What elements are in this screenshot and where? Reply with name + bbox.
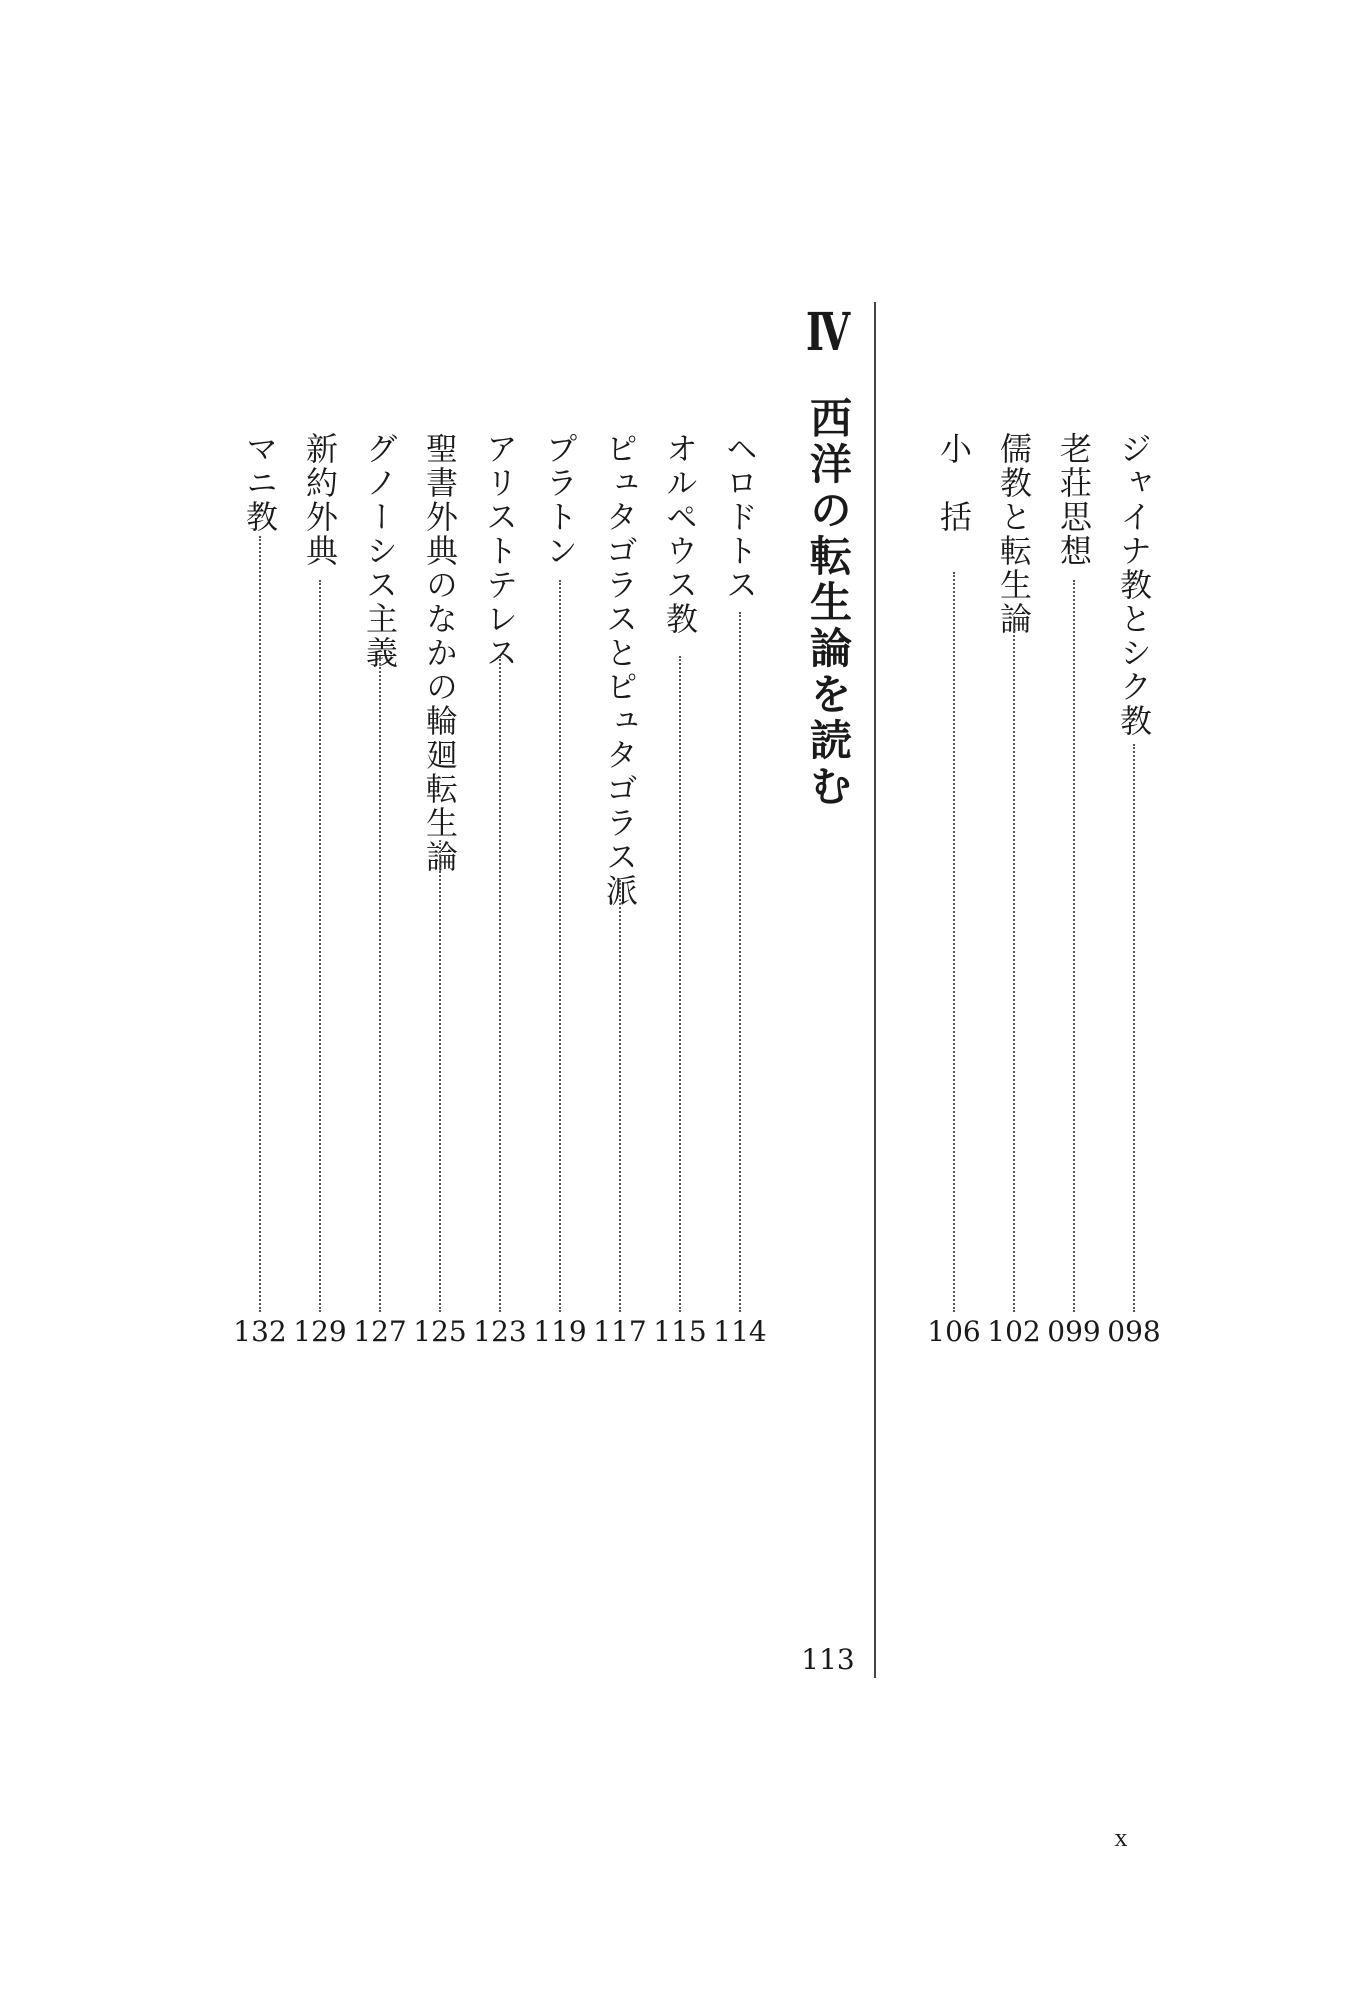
toc-entry-title: プラトン [541, 432, 579, 568]
toc-entry-title: 聖書外典のなかの輪廻転生論 [421, 432, 459, 874]
toc-entry [413, 432, 467, 1348]
toc-entry-title: 儒教と転生論 [995, 432, 1033, 636]
dot-leader [499, 656, 501, 1312]
part-title: 西洋の転生論を読む [804, 396, 853, 810]
toc-entry-page: 129 [293, 1315, 347, 1348]
toc-entry [233, 432, 287, 1348]
toc-entry [293, 432, 347, 1348]
toc-entry-title: グノーシス主義 [361, 432, 399, 670]
dot-leader [1013, 624, 1015, 1312]
toc-entry-page: 115 [653, 1315, 707, 1348]
dot-leader [679, 656, 681, 1312]
toc-entry-title: ヘロドトス [721, 432, 759, 602]
dot-leader [259, 536, 261, 1312]
toc-entry [533, 432, 587, 1348]
toc-entry [1107, 432, 1161, 1348]
part-numeral: Ⅳ [805, 305, 851, 362]
toc-entry-page: 099 [1047, 1315, 1101, 1348]
toc-entry-page: 117 [593, 1315, 647, 1348]
dot-leader [439, 840, 441, 1312]
dot-leader [1073, 580, 1075, 1312]
divider-rule [874, 302, 876, 1678]
toc-entry [713, 432, 767, 1348]
dot-leader [739, 612, 741, 1312]
dot-leader [953, 572, 955, 1312]
toc-entry-page: 114 [713, 1315, 767, 1348]
toc-entry-title: 小 括 [935, 432, 973, 534]
folio: x [1114, 1823, 1128, 1852]
toc-entry [927, 432, 981, 1348]
toc-entry [593, 432, 647, 1348]
toc-entry-title: マニ教 [241, 432, 279, 534]
toc-entry-page: 125 [413, 1315, 467, 1348]
part-page-number: 113 [801, 1643, 855, 1676]
dot-leader [379, 656, 381, 1312]
toc-entry-title: アリストテレス [481, 432, 519, 670]
dot-leader [559, 580, 561, 1312]
toc-entry-page: 127 [353, 1315, 407, 1348]
toc-entry [353, 432, 407, 1348]
toc-entry-page: 119 [533, 1315, 587, 1348]
toc-entry [653, 432, 707, 1348]
toc-entry [987, 432, 1041, 1348]
toc-entry-page: 098 [1107, 1315, 1161, 1348]
toc-entry-title: オルペウス教 [661, 432, 699, 636]
toc-entry-title: ジャイナ教とシク教 [1115, 432, 1153, 738]
dot-leader [319, 580, 321, 1312]
toc-entry-page: 132 [233, 1315, 287, 1348]
toc-entry-page: 106 [927, 1315, 981, 1348]
dot-leader [619, 880, 621, 1312]
toc-entry [1047, 432, 1101, 1348]
dot-leader [1133, 744, 1135, 1312]
toc-entry-title: 新約外典 [301, 432, 339, 568]
toc-entry-page: 123 [473, 1315, 527, 1348]
toc-entry-page: 102 [987, 1315, 1041, 1348]
toc-entry-title: ピュタゴラスとピュタゴラス派 [601, 432, 639, 908]
toc-entry [473, 432, 527, 1348]
toc-entry-title: 老荘思想 [1055, 432, 1093, 568]
